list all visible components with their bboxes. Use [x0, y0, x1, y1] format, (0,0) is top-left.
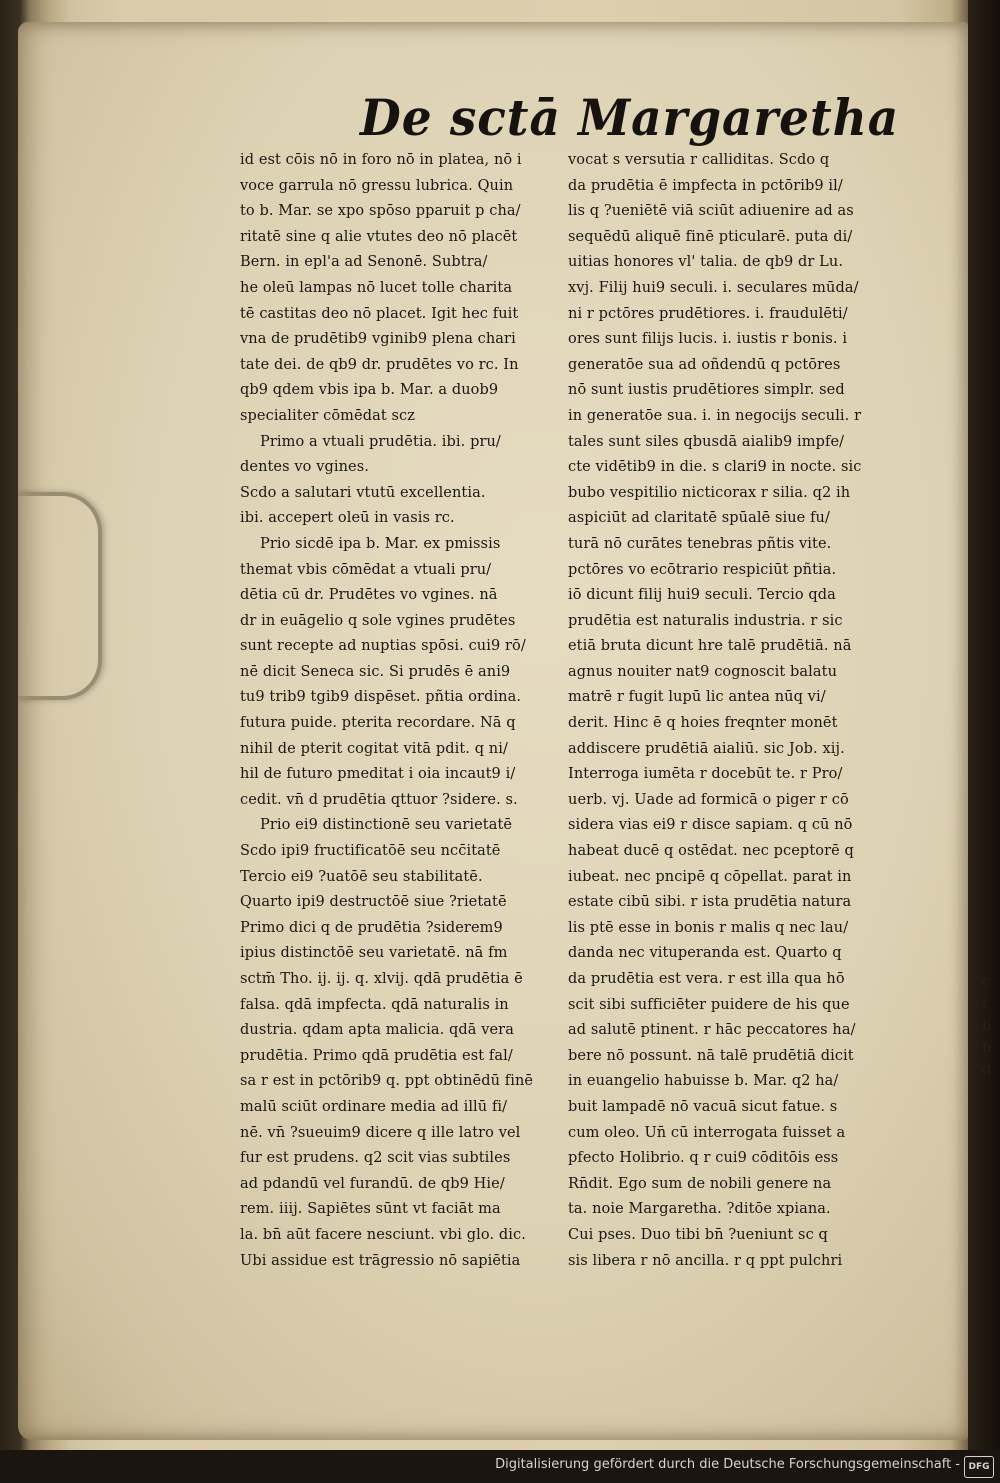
text-line: Interroga iumēta r docebūt te. r Pro/: [568, 766, 843, 783]
text-line: sa r est in pctōrib9 q. ppt obtinēdū finē: [240, 1073, 534, 1090]
text-line: dētia cū dr. Prudētes vo vgines. nā: [240, 587, 498, 604]
text-line: bere nō possunt. nā talē prudētiā dicit: [568, 1047, 854, 1064]
marginalia-letter: b: [982, 1016, 992, 1034]
text-line: lis q ?ueniētē viā sciūt adiuenire ad as: [568, 203, 854, 220]
text-line: malū sciūt ordinare media ad illū fi/: [240, 1098, 508, 1115]
text-line: Ubi assidue est trāgressio nō sapiētia: [240, 1252, 521, 1269]
text-line: buit lampadē nō vacuā sicut fatue. s: [568, 1098, 838, 1115]
text-line: bubo vespitilio nicticorax r silia. q2 ih: [568, 484, 851, 501]
text-line: scit sibi sufficiēter puidere de his que: [568, 996, 850, 1013]
footer-bar: [0, 1450, 1000, 1483]
text-line: he oleū lampas nō lucet tolle charita: [240, 279, 513, 296]
text-line: in generatōe sua. i. in negocijs seculi. r: [568, 407, 862, 424]
text-line: estate cibū sibi. r ista prudētia natura: [568, 894, 852, 911]
page-clasp-mark: [18, 492, 102, 700]
text-line: aspiciūt ad claritatē spūalē siue fu/: [568, 510, 830, 527]
text-line: tē castitas deo nō placet. Igit hec fuit: [240, 305, 519, 322]
left-text-column: [240, 148, 570, 1274]
text-line: nē dicit Seneca sic. Si prudēs ē ani9: [240, 663, 511, 680]
text-line: Quarto ipi9 destructōē siue ?rietatē: [240, 894, 507, 911]
text-line: lis ptē esse in bonis r malis q nec lau/: [568, 919, 849, 936]
text-line: uitias honores vl' talia. de qb9 dr Lu.: [568, 254, 844, 271]
text-line: Cui pses. Duo tibi bn̄ ?ueniunt sc q: [568, 1226, 828, 1243]
text-line: derit. Hinc ē q hoies freqnter monēt: [568, 715, 838, 732]
text-line: falsa. qdā impfecta. qdā naturalis in: [240, 996, 509, 1013]
text-line: fur est prudens. q2 scit vias subtiles: [240, 1150, 511, 1167]
text-line: Tercio ei9 ?uatōē seu stabilitatē.: [240, 868, 483, 885]
text-line: sunt recepte ad nuptias spōsi. cui9 rō/: [240, 638, 526, 655]
text-line: Primo dici q de prudētia ?siderem9: [240, 919, 503, 936]
text-line: agnus nouiter nat9 cognoscit balatu: [568, 663, 838, 680]
text-line: addiscere prudētiā aialiū. sic Job. xij.: [568, 740, 845, 757]
text-line: cedit. vn̄ d prudētia qttuor ?sidere. s.: [240, 791, 518, 808]
text-line: tu9 trib9 tgib9 dispēset. pñtia ordina.: [240, 689, 522, 706]
text-line: ni r pctōres prudētiores. i. fraudulēti/: [568, 305, 848, 322]
text-line: danda nec vituperanda est. Quarto q: [568, 945, 842, 962]
text-line: cum oleo. Un̄ cū interrogata fuisset a: [568, 1124, 846, 1141]
text-line: xvj. Filij hui9 seculi. i. seculares mūda/: [568, 279, 859, 296]
text-line: prudētia. Primo qdā prudētia est fal/: [240, 1047, 513, 1064]
text-line: nihil de pterit cogitat vitā pdit. q ni/: [240, 740, 508, 757]
text-line: ad pdandū vel furandū. de qb9 Hie/: [240, 1175, 505, 1192]
marginalia-letter: d: [982, 1060, 992, 1078]
text-line: iubeat. nec pncipē q cōpellat. parat in: [568, 868, 852, 885]
text-line: generatōe sua ad oñdendū q pctōres: [568, 356, 841, 373]
right-text-column: [568, 148, 898, 1274]
text-line: ibi. accepert oleū in vasis rc.: [240, 510, 455, 527]
text-line: sidera vias ei9 r disce sapiam. q cū nō: [568, 817, 853, 834]
text-line: iō dicunt filij hui9 seculi. Tercio qda: [568, 587, 836, 604]
text-line: nō sunt iustis prudētiores simplr. sed: [568, 382, 845, 399]
dfg-logo: DFG: [964, 1456, 994, 1478]
text-line: etiā bruta dicunt hre talē prudētiā. nā: [568, 638, 852, 655]
marginalia-letter: c: [982, 972, 991, 990]
text-line: tate dei. de qb9 dr. prudētes vo rc. In: [240, 356, 519, 373]
text-line: Bern. in epl'a ad Senonē. Subtra/: [240, 254, 488, 271]
text-line: rem. iiij. Sapiētes sūnt vt faciāt ma: [240, 1201, 501, 1218]
text-line: nē. vn̄ ?sueuim9 dicere q ille latro vel: [240, 1124, 521, 1141]
marginalia: [982, 970, 1000, 1080]
text-line: Scdo ipi9 fructificatōē seu ncc̄itatē: [240, 843, 501, 860]
text-line: futura puide. pterita recordare. Nā q: [240, 715, 516, 732]
text-line: dentes vo vgines.: [240, 459, 369, 476]
text-line: specialiter cōmēdat scz: [240, 407, 415, 424]
text-line: ta. noie Margaretha. ?ditōe xpiana.: [568, 1201, 831, 1218]
text-line: ad salutē ptinent. r hāc peccatores ha/: [568, 1022, 856, 1039]
text-line: ritatē sine q alie vtutes deo nō placēt: [240, 228, 518, 245]
text-line: to b. Mar. se xpo spōso pparuit p cha/: [240, 203, 521, 220]
text-line: dr in euāgelio q sole vgines prudētes: [240, 612, 516, 629]
text-line: habeat ducē q ostēdat. nec pceptorē q: [568, 843, 854, 860]
text-line: turā nō curātes tenebras pñtis vite.: [568, 535, 832, 552]
text-line: sctm̄ Tho. ij. ij. q. xlvij. qdā prudētia ē: [240, 971, 523, 987]
text-line: qb9 qdem vbis ipa b. Mar. a duob9: [240, 382, 499, 399]
text-line: pctōres vo ecōtrario respiciūt pñtia.: [568, 561, 837, 578]
text-line: ipius distinctōē seu varietatē. nā fm: [240, 945, 508, 962]
text-line: uerb. vj. Uade ad formicā o piger r cō: [568, 791, 849, 808]
text-line: da prudētia est vera. r est illa qua hō: [568, 971, 845, 987]
text-line: ores sunt filijs lucis. i. iustis r bonis. i: [568, 331, 848, 348]
text-line: Prio sicdē ipa b. Mar. ex pmissis: [260, 535, 501, 552]
text-line: sequēdū aliquē finē pticularē. puta di/: [568, 228, 853, 245]
text-line: vocat s versutia r calliditas. Scdo q: [568, 152, 830, 168]
page-heading: De sctā Margaretha: [360, 88, 900, 147]
text-line: Rn̄dit. Ego sum de nobili genere na: [568, 1175, 832, 1192]
text-line: id est cōis nō in foro nō in platea, nō i: [240, 152, 522, 168]
text-line: voce garrula nō gressu lubrica. Quin: [240, 177, 514, 194]
marginalia-letter: t: [982, 994, 989, 1012]
text-line: sis libera r nō ancilla. r q ppt pulchri: [568, 1252, 843, 1269]
text-line: prudētia est naturalis industria. r sic: [568, 612, 843, 629]
text-line: in euangelio habuisse b. Mar. q2 ha/: [568, 1073, 839, 1090]
text-line: Prio ei9 distinctionē seu varietatē: [260, 817, 513, 834]
text-line: cte vidētib9 in die. s clari9 in nocte. sic: [568, 459, 862, 476]
text-line: pfecto Holibrio. q r cui9 cōditōis ess: [568, 1150, 839, 1167]
text-line: hil de futuro pmeditat i oia incaut9 i/: [240, 766, 516, 783]
text-line: Scdo a salutari vtutū excellentia.: [240, 484, 486, 501]
text-line: dustria. qdam apta malicia. qdā vera: [240, 1022, 514, 1039]
text-line: vna de prudētib9 vginib9 plena chari: [240, 331, 516, 348]
text-line: da prudētia ē impfecta in pctōrib9 il/: [568, 177, 843, 194]
text-line: matrē r fugit lupū lic antea nūq vi/: [568, 689, 826, 706]
text-line: tales sunt siles qbusdā aialib9 impfe/: [568, 433, 845, 450]
text-line: Primo a vtuali prudētia. ibi. pru/: [260, 433, 501, 450]
marginalia-letter: b: [982, 1038, 992, 1056]
text-line: la. bn̄ aūt facere nesciunt. vbi glo. dic.: [240, 1226, 526, 1243]
funding-credit: Digitalisierung gefördert durch die Deutsche Forschungsgemeinschaft -: [495, 1457, 960, 1472]
text-line: themat vbis cōmēdat a vtuali pru/: [240, 561, 492, 578]
adjacent-page-edge: [968, 0, 1000, 1450]
